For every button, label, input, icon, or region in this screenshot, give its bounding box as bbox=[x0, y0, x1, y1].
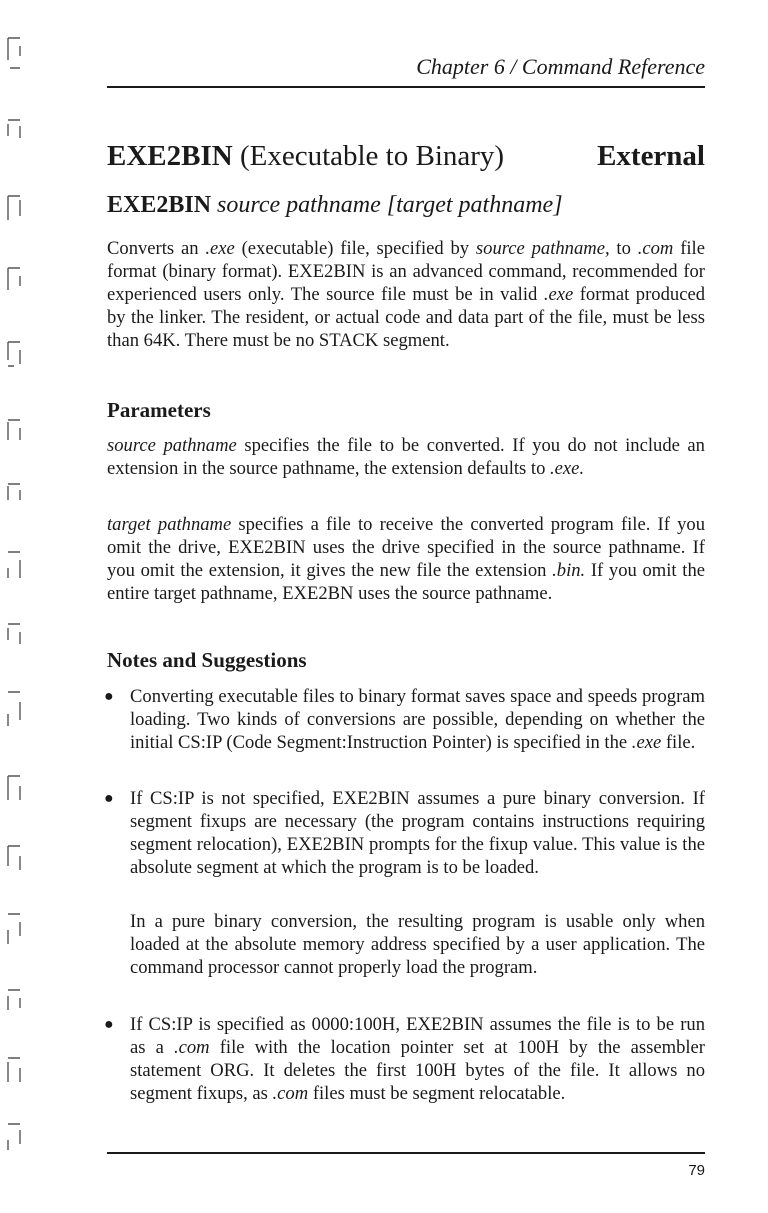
syntax-target: [target pathname] bbox=[386, 192, 563, 218]
binding-hole-marks bbox=[0, 0, 60, 1213]
bullet-icon: ● bbox=[104, 790, 114, 807]
note-item: Converting executable files to binary format saves space and speeds program loading. Two kinds of conversions are possible, depending on whether the initial CS:IP (Code Segment:Instruction Pointer) is specified in the .exe file. bbox=[130, 686, 705, 753]
footer-rule bbox=[107, 1152, 705, 1154]
command-type: External bbox=[597, 140, 705, 172]
title-description: (Executable to Binary) bbox=[239, 140, 505, 172]
syntax-command: EXE2BIN bbox=[107, 192, 212, 218]
title-command: EXE2BIN bbox=[107, 140, 233, 172]
header-rule bbox=[107, 86, 705, 88]
source-parameter-paragraph: source pathname specifies the file to be converted. If you do not include an extension in the source pathname, the extension defaults to .exe. bbox=[107, 435, 705, 479]
bullet-icon: ● bbox=[104, 688, 114, 705]
syntax-source: source pathname bbox=[217, 192, 381, 218]
intro-paragraph: Converts an .exe (executable) file, specified by source pathname, to .com file format (binary format). EXE2BIN is an advanced command, recommended for experienced users only. The source file must be in valid .exe format produced by the linker. The resident, or actual code and data part of the file, must be less than 64K. There must be no STACK segment. bbox=[107, 238, 705, 351]
page-number: 79 bbox=[688, 1162, 705, 1179]
parameters-heading: Parameters bbox=[107, 398, 211, 422]
notes-heading: Notes and Suggestions bbox=[107, 648, 307, 672]
page-title bbox=[107, 140, 705, 176]
note-item: If CS:IP is not specified, EXE2BIN assumes a pure binary conversion. If segment fixups are necessary (the program contains instructions requiring segment relocation), EXE2BIN prompts for the fixup value. This value is the absolute segment at which the program is to be loaded. bbox=[130, 788, 705, 878]
target-parameter-paragraph: target pathname specifies a file to receive the converted program file. If you omit the drive, EXE2BIN uses the drive specified in the source pathname. If you omit the extension, it gives the new file the extension .bin. If you omit the entire target pathname, EXE2BN uses the source pathname. bbox=[107, 514, 705, 604]
command-syntax bbox=[107, 190, 563, 220]
note-continuation: In a pure binary conversion, the resulting program is usable only when loaded at the absolute memory address specified by a user application. The command processor cannot properly load the program. bbox=[130, 911, 705, 978]
running-header: Chapter 6 / Command Reference bbox=[416, 54, 705, 79]
note-item: If CS:IP is specified as 0000:100H, EXE2BIN assumes the file is to be run as a .com file with the location pointer set at 100H by the assembler statement ORG. It deletes the first 100H bytes of the file. It allows no segment fixups, as .com files must be segment relocatable. bbox=[130, 1014, 705, 1104]
bullet-icon: ● bbox=[104, 1016, 114, 1033]
